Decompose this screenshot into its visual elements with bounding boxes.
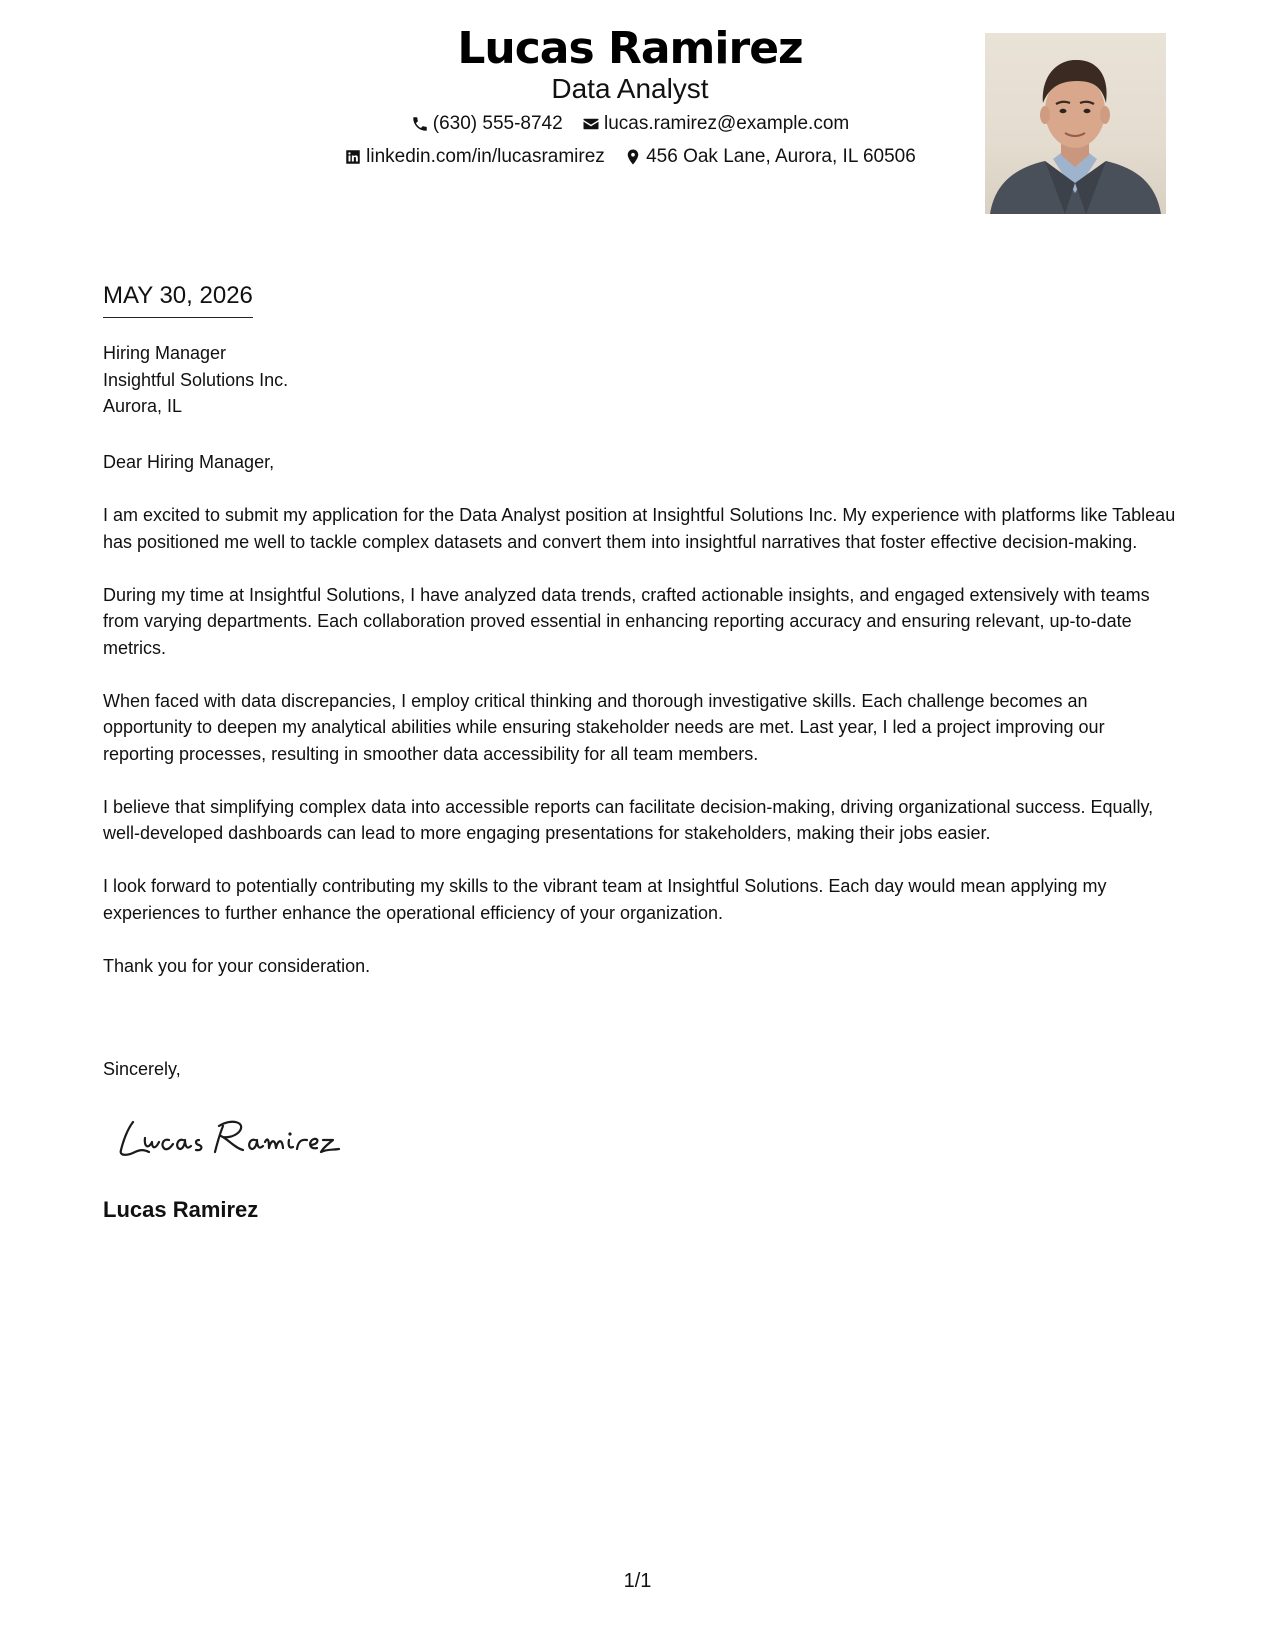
address-text: 456 Oak Lane, Aurora, IL 60506 [646,146,916,167]
signer-name: Lucas Ramirez [103,1197,259,1222]
salutation: Dear Hiring Manager, [103,452,275,472]
recipient-company: Insightful Solutions Inc. [103,369,289,390]
address-contact [624,144,916,170]
letter-date: MAY 30, 2026 [103,281,253,318]
profile-photo [985,33,1166,214]
recipient-block [103,340,288,420]
envelope-icon [582,115,600,133]
applicant-name: Lucas Ramirez [457,23,803,74]
body-paragraph: I believe that simplifying complex data into accessible reports can facilitate decision-making, driving organizational success. Equally, well-developed dashboards can lead to more engaging presentations for stakeholders, making their jobs easier. [103,796,1154,843]
body-paragraph: I am excited to submit my application for the Data Analyst position at Insightful Solutions Inc. My experience with platforms like Tableau has positioned me well to tackle complex datasets and convert them into insightful narratives that foster effective decision-making. [103,505,1176,552]
closing: Sincerely, [103,1059,181,1079]
recipient-location: Aurora, IL [103,396,183,416]
page-number: 1/1 [623,1570,652,1592]
map-pin-icon [624,148,642,166]
body-paragraph: When faced with data discrepancies, I employ critical thinking and thorough investigative skills. Each challenge becomes an opportunity to deepen my analytical abilities while ensuring stakeholder needs are met. Last year, I led a project improving our reporting processes, resulting in smoother data accessibility for all team members. [103,690,1105,764]
letter-body [103,449,1178,1006]
job-title: Data Analyst [551,73,709,104]
body-paragraph: Thank you for your consideration. [103,955,371,976]
linkedin-contact[interactable] [344,144,605,170]
handwritten-signature [115,1112,355,1162]
contact-row-2 [230,144,1030,174]
letter-header [0,0,1275,230]
body-paragraph: During my time at Insightful Solutions, I have analyzed data trends, crafted actionable insights, and engaged extensively with teams from varying departments. Each collaboration proved essential in enhancing reporting accuracy and ensuring relevant, up-to-date metrics. [103,584,1150,658]
linkedin-text: linkedin.com/in/lucasramirez [366,146,605,167]
email-text: lucas.ramirez@example.com [603,113,850,134]
phone-text: (630) 555-8742 [432,113,563,134]
linkedin-icon [344,148,362,166]
phone-icon [411,115,429,133]
recipient-name: Hiring Manager [103,343,227,363]
body-paragraph: I look forward to potentially contributing my skills to the vibrant team at Insightful Solutions. Each day would mean applying my experiences to further enhance the operational efficiency of your organization. [103,876,1107,923]
email-contact[interactable] [582,111,849,137]
phone-contact[interactable] [411,111,563,137]
contact-row-1 [230,111,1030,141]
